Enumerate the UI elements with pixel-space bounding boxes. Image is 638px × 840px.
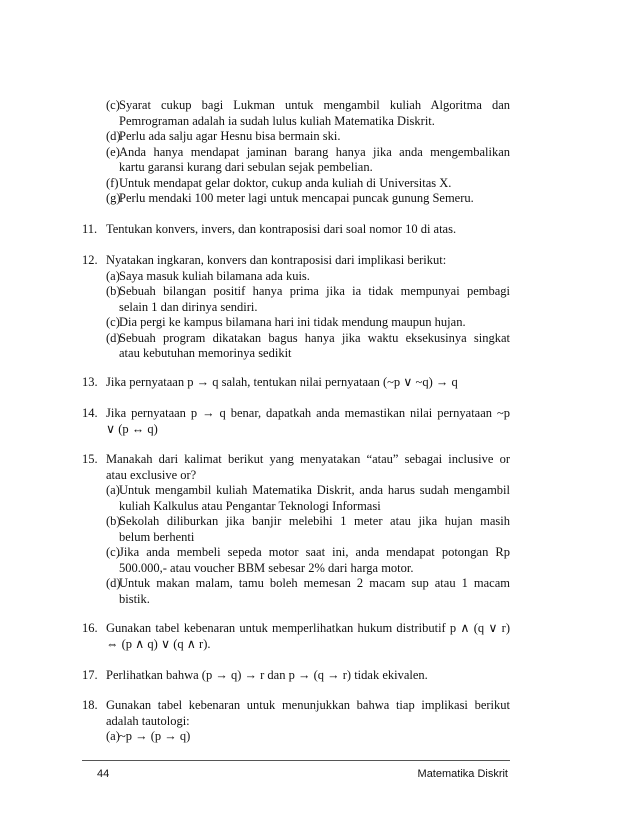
text-line (82, 729, 510, 745)
text-line (82, 499, 510, 515)
sub-item-label: (b) (106, 514, 121, 528)
item-number: 14. (82, 406, 98, 420)
text-line (82, 346, 510, 362)
text-line (82, 269, 510, 285)
item-number: 16. (82, 621, 98, 635)
item-text: Jika anda membeli sepeda motor saat ini, anda mendapat potongan Rp (119, 545, 510, 559)
text-line (82, 561, 510, 577)
item-text: Perlu mendaki 100 meter lagi untuk mencapai puncak gunung Semeru. (119, 191, 474, 205)
text-line (82, 315, 510, 331)
item-number: 17. (82, 668, 98, 682)
text-block (82, 698, 510, 745)
item-number: 15. (82, 452, 98, 466)
text-line (82, 576, 510, 592)
sub-item-label: (a) (106, 729, 120, 743)
sub-item-label: (c) (106, 98, 120, 112)
text-line (82, 668, 510, 684)
text-line (82, 637, 510, 653)
sub-item-label: (c) (106, 545, 120, 559)
text-line (82, 468, 510, 484)
continuation-text: 500.000,- atau voucher BBM sebesar 2% dari harga motor. (119, 560, 414, 575)
sub-item-label: (d) (106, 129, 121, 143)
text-line (82, 530, 510, 546)
footer-rule (82, 760, 510, 761)
text-line (82, 422, 510, 438)
text-line (82, 284, 510, 300)
sub-item-label: (c) (106, 315, 120, 329)
book-title: Matematika Diskrit (417, 768, 508, 780)
text-line (82, 98, 510, 114)
text-block (82, 621, 510, 652)
sub-item-label: (d) (106, 576, 121, 590)
text-line (82, 714, 510, 730)
item-text: Untuk mendapat gelar doktor, cukup anda kuliah di Universitas X. (119, 175, 452, 190)
item-text: Anda hanya mendapat jaminan barang hanya jika anda mengembalikan (119, 144, 510, 159)
item-text: Perlu ada salju agar Hesnu bisa bermain ski. (119, 129, 341, 143)
continuation-text: kuliah Kalkulus atau Pengantar Teknologi Informasi (119, 498, 381, 513)
sub-item-label: (e) (106, 144, 120, 159)
sub-item-label: (d) (106, 330, 121, 345)
text-block (82, 406, 510, 437)
text-line (82, 129, 510, 145)
text-line (82, 621, 510, 637)
text-line (82, 592, 510, 608)
text-block (82, 452, 510, 607)
sub-item-label: (a) (106, 483, 120, 497)
text-line (82, 483, 510, 499)
continuation-text: adalah tautologi: (106, 713, 190, 728)
continuation-text: ∨ (p ↔ q) (106, 421, 158, 436)
text-line (82, 160, 510, 176)
item-text: Manakah dari kalimat berikut yang menyatakan “atau” sebagai inclusive or (106, 452, 510, 466)
sub-item-label: (f) (106, 175, 119, 190)
item-number: 18. (82, 698, 98, 712)
text-line (82, 253, 510, 269)
item-text: Saya masuk kuliah bilamana ada kuis. (119, 268, 310, 283)
sub-item-label: (b) (106, 284, 121, 298)
text-line (82, 545, 510, 561)
text-block (82, 98, 510, 207)
text-line (82, 698, 510, 714)
text-line (82, 222, 510, 238)
item-text: Sebuah bilangan positif hanya prima jika ia tidak mempunyai pembagi (119, 284, 510, 298)
continuation-text: atau exclusive or? (106, 467, 197, 482)
continuation-text: selain 1 dan dirinya sendiri. (119, 299, 258, 314)
text-line (82, 514, 510, 530)
text-block (82, 253, 510, 362)
continuation-text: atau kebutuhan memorinya sedikit (119, 346, 292, 360)
text-line (82, 331, 510, 347)
continuation-text: bistik. (119, 591, 150, 606)
item-number: 11. (82, 222, 98, 236)
item-text: Nyatakan ingkaran, konvers dan kontraposisi dari implikasi berikut: (106, 253, 447, 267)
item-text: Jika pernyataan p → q salah, tentukan nilai pernyataan (~p ∨ ~q) → q (106, 375, 458, 389)
item-text: Jika pernyataan p → q benar, dapatkah anda memastikan nilai pernyataan ~p (106, 406, 510, 420)
text-line (82, 406, 510, 422)
item-text: Gunakan tabel kebenaran untuk menunjukkan bahwa tiap implikasi berikut (106, 698, 510, 712)
text-line (82, 176, 510, 192)
text-line (82, 300, 510, 316)
text-block (82, 222, 510, 238)
sub-item-label: (g) (106, 191, 121, 205)
page-number: 44 (97, 768, 110, 780)
continuation-text: belum berhenti (119, 529, 195, 544)
item-text: Untuk makan malam, tamu boleh memesan 2 macam sup atau 1 macam (119, 576, 510, 590)
text-line (82, 191, 510, 207)
sub-item-label: (a) (106, 268, 120, 283)
item-text: Dia pergi ke kampus bilamana hari ini tidak mendung maupun hujan. (119, 315, 466, 329)
item-text: Sekolah diliburkan jika banjir melebihi 1 meter atau jika hujan masih (119, 514, 510, 528)
item-number: 12. (82, 253, 98, 267)
item-text: ~p → (p → q) (119, 729, 191, 743)
text-line (82, 145, 510, 161)
item-number: 13. (82, 375, 98, 389)
item-text: Untuk mengambil kuliah Matematika Diskrit, anda harus sudah mengambil (119, 483, 510, 497)
item-text: Sebuah program dikatakan bagus hanya jika waktu eksekusinya singkat (119, 330, 510, 345)
item-text: Gunakan tabel kebenaran untuk memperlihatkan hukum distributif p ∧ (q ∨ r) (106, 621, 510, 635)
continuation-text: kartu garansi kurang dari sebulan sejak pembelian. (119, 160, 373, 174)
item-text: Perlihatkan bahwa (p → q) → r dan p → (q → r) tidak ekivalen. (106, 668, 428, 682)
text-block (82, 668, 510, 684)
continuation-text: Pemrograman adalah ia sudah lulus kuliah Matematika Diskrit. (119, 113, 435, 128)
text-block (82, 375, 510, 391)
continuation-text: ⇔ (p ∧ q) ∨ (q ∧ r). (106, 636, 211, 651)
text-line (82, 452, 510, 468)
text-line (82, 114, 510, 130)
item-text: Syarat cukup bagi Lukman untuk mengambil kuliah Algoritma dan (119, 98, 510, 112)
text-line (82, 375, 510, 391)
item-text: Tentukan konvers, invers, dan kontraposisi dari soal nomor 10 di atas. (106, 222, 457, 236)
